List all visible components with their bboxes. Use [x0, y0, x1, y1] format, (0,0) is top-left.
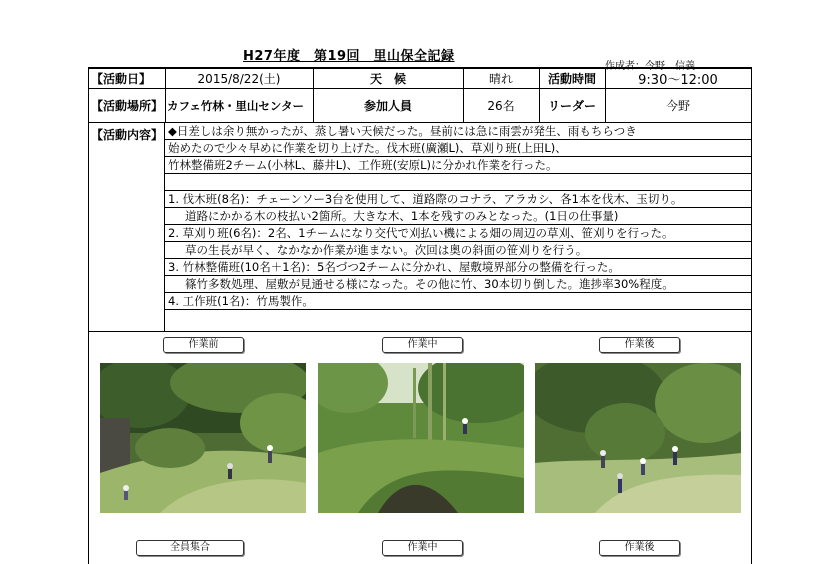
content-line: 4. 工作班(1名)：竹馬製作。	[165, 293, 751, 310]
participants-value: 26名	[487, 99, 515, 113]
date-value: 2015/8/22(土)	[197, 72, 281, 86]
document-title: H27年度 第19回 里山保全記録	[243, 49, 455, 64]
time-value: 9:30～12:00	[638, 73, 718, 88]
record-sheet	[88, 67, 752, 564]
content-line	[165, 174, 751, 191]
content-line: 始めたので少々早めに作業を切り上げた。伐木班(廣瀬L)、草刈り班(上田L)、	[165, 140, 751, 157]
content-line: 草の生長が早く、なかなか作業が進まない。次回は奥の斜面の笹刈りを行う。	[165, 242, 751, 259]
content-line: ◆日差しは余り無かったが、蒸し暑い天候だった。昼前には急に雨雲が発生、雨もちらつき	[165, 123, 751, 140]
photo-caption-during-2: 作業中	[382, 540, 463, 556]
content-label: 【活動内容】	[89, 123, 165, 331]
content-line: 道路にかかる木の枝払い2箇所。大きな木、1本を残すのみとなった。(1日の仕事量)	[165, 208, 751, 225]
place-value: カフェ竹林・里山センター	[167, 98, 304, 113]
time-label: 活動時間	[547, 72, 596, 86]
photo-caption-group: 全員集合	[136, 540, 244, 556]
photo-caption-before: 作業前	[163, 337, 244, 353]
photo-during	[318, 363, 524, 513]
header-row-place	[89, 89, 751, 123]
place-label: 【活動場所】	[91, 99, 164, 113]
content-line	[165, 310, 751, 327]
leader-label: リーダー	[547, 99, 596, 113]
photo-caption-after: 作業後	[599, 337, 680, 353]
header-row-date	[89, 69, 751, 89]
leader-value: 今野	[665, 99, 690, 113]
date-label: 【活動日】	[91, 72, 152, 86]
photo-before	[100, 363, 306, 513]
photo-after	[535, 363, 741, 513]
content-line: 1. 伐木班(8名)：チェーンソー3台を使用して、道路際のコナラ、アラカシ、各1本を伐木、玉切り。	[165, 191, 751, 208]
activity-content	[89, 123, 751, 332]
weather-label: 天 候	[369, 72, 406, 86]
content-line: 竹林整備班2チーム(小林L、藤井L)、工作班(安原L)に分かれ作業を行った。	[165, 157, 751, 174]
weather-value: 晴れ	[488, 72, 513, 86]
document-author: 作成者：今野 信義	[605, 61, 695, 72]
photo-caption-after-2: 作業後	[599, 540, 680, 556]
content-line: 3. 竹林整備班(10名＋1名)：5名づつ2チームに分かれ、屋敷境界部分の整備を行った。	[165, 259, 751, 276]
participants-label: 参加人員	[363, 99, 412, 113]
content-line: 篠竹多数処理、屋敷が見通せる様になった。その他に竹、30本切り倒した。進捗率30%程度。	[165, 276, 751, 293]
content-line: 2. 草刈り班(6名)：2名、1チームになり交代で刈払い機による畑の周辺の草刈、笹刈りを行った。	[165, 225, 751, 242]
photo-caption-during: 作業中	[382, 337, 463, 353]
